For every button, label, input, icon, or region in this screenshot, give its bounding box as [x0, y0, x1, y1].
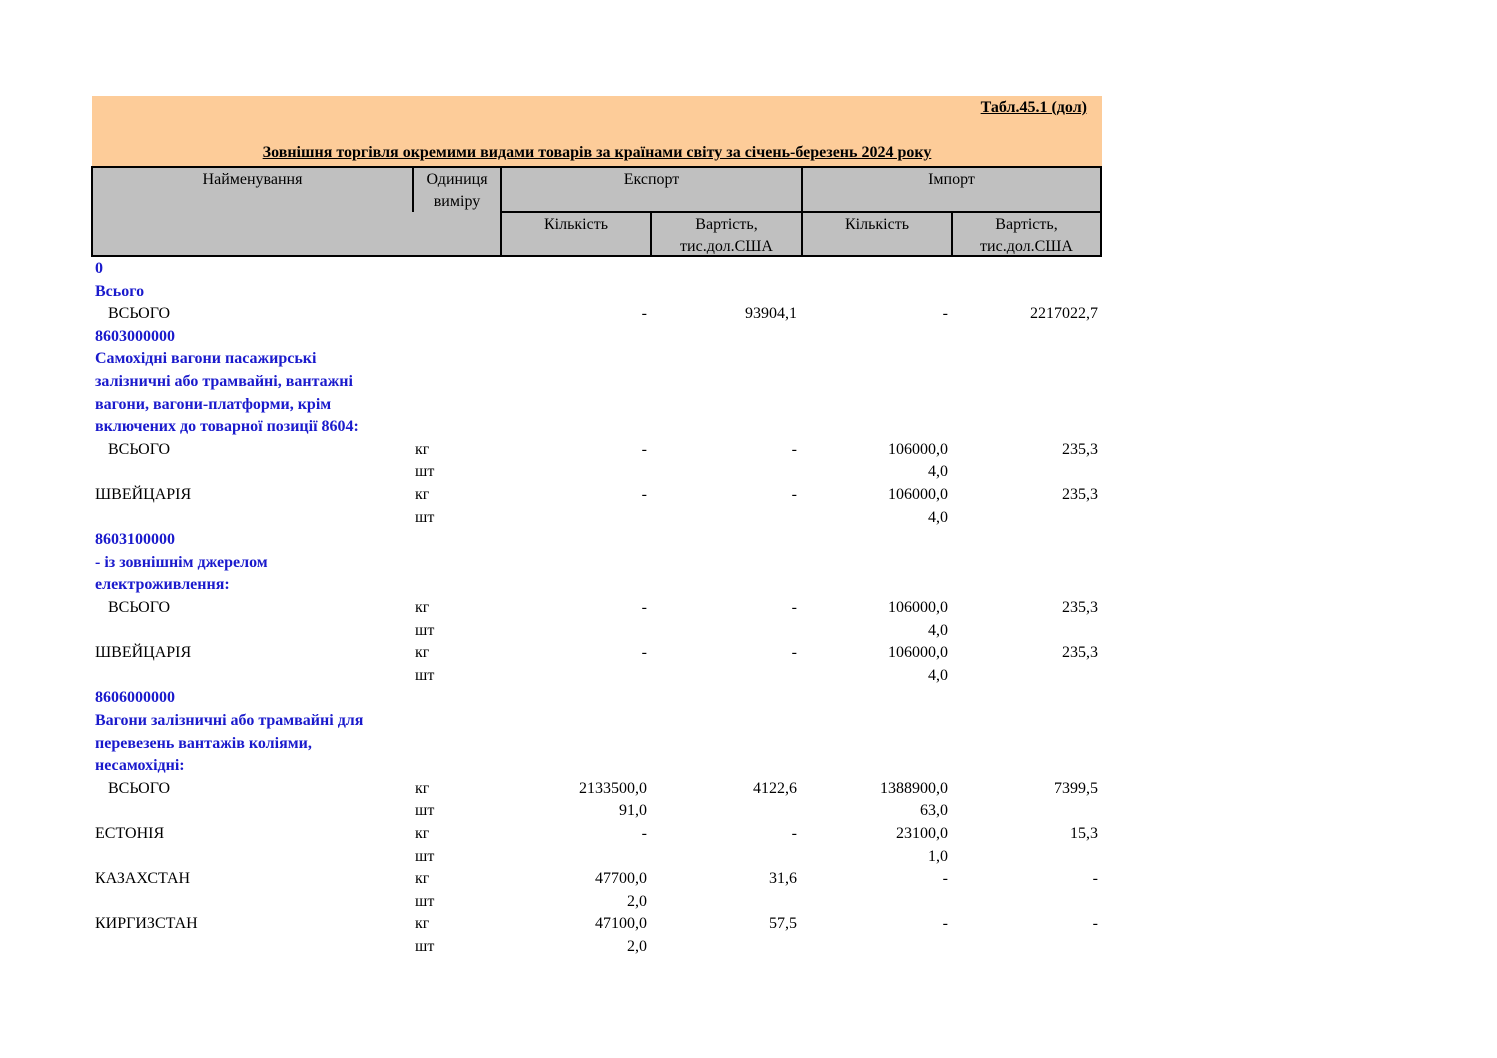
import-qty: 1,0: [928, 847, 948, 865]
section-row: [0, 258, 1100, 280]
export-qty: 91,0: [619, 802, 647, 820]
header-import-value: [953, 214, 1100, 258]
row-unit: кг: [415, 870, 430, 888]
data-row: [0, 846, 1100, 868]
header-value-line1: Вартість,: [995, 216, 1058, 233]
export-value: -: [791, 825, 797, 842]
row-unit: шт: [415, 938, 435, 955]
section-text: Вагони залізничні або трамвайні для: [95, 712, 364, 729]
import-value: 7399,5: [1054, 779, 1098, 797]
row-unit: шт: [415, 621, 435, 639]
export-value: 93904,1: [745, 305, 797, 323]
row-unit: шт: [415, 463, 435, 481]
export-value: -: [791, 599, 797, 616]
row-unit: кг: [415, 825, 430, 842]
header-name: Найменування: [202, 171, 303, 188]
section-row: [0, 326, 1100, 348]
data-row: [0, 507, 1100, 529]
header-import: Імпорт: [928, 171, 975, 188]
import-value: -: [1092, 915, 1098, 933]
row-name: КАЗАХСТАН: [95, 870, 191, 888]
header-value-line2: тис.дол.США: [980, 238, 1073, 255]
section-text: вагони, вагони-платформи, крім: [95, 395, 332, 413]
row-unit: шт: [415, 847, 435, 865]
section-row: [0, 733, 1100, 755]
row-unit: кг: [415, 599, 430, 616]
divider: [500, 211, 1100, 213]
row-name: ШВЕЙЦАРІЯ: [95, 644, 192, 662]
import-qty: -: [942, 305, 948, 323]
import-value: 235,3: [1062, 440, 1098, 458]
export-qty: -: [641, 305, 647, 323]
export-qty: 2,0: [627, 892, 647, 910]
row-unit: шт: [415, 892, 435, 910]
import-qty: 106000,0: [888, 486, 948, 503]
data-row: [0, 823, 1100, 845]
import-value: 235,3: [1062, 486, 1098, 503]
export-qty: -: [641, 599, 647, 616]
section-row: [0, 394, 1100, 416]
section-text: несамохідні:: [95, 757, 185, 775]
row-name: КИРГИЗСТАН: [95, 915, 198, 933]
export-value: 4122,6: [753, 779, 797, 797]
import-qty: 106000,0: [888, 644, 948, 662]
section-row: [0, 529, 1100, 551]
export-value: -: [791, 440, 797, 458]
header-value-line2: тис.дол.США: [680, 238, 773, 255]
header-export: Експорт: [623, 171, 680, 188]
header-unit-line2: виміру: [433, 193, 481, 210]
row-unit: кг: [415, 644, 430, 662]
data-row: [0, 461, 1100, 483]
import-value: 2217022,7: [1030, 305, 1098, 323]
section-text: перевезень вантажів коліями,: [95, 734, 312, 752]
data-row: [0, 665, 1100, 687]
title-band: [92, 96, 1102, 167]
section-text: 8606000000: [95, 689, 175, 707]
export-value: 31,6: [769, 870, 797, 888]
section-text: - із зовнішнім джерелом: [95, 553, 268, 571]
section-text: електроживлення:: [95, 576, 230, 594]
export-qty: 2133500,0: [579, 779, 647, 797]
export-qty: 2,0: [627, 938, 647, 955]
data-row: [0, 303, 1100, 325]
data-row: [0, 778, 1100, 800]
section-text: 0: [95, 260, 103, 277]
table-id: Табл.45.1 (дол): [980, 99, 1087, 116]
import-qty: 63,0: [920, 802, 948, 820]
header-export-value: [652, 214, 801, 258]
section-row: [0, 281, 1100, 303]
import-qty: 106000,0: [888, 440, 948, 458]
data-row: [0, 800, 1100, 822]
import-qty: 4,0: [928, 463, 948, 481]
row-name: ВСЬОГО: [108, 440, 171, 458]
export-qty: 47700,0: [595, 870, 647, 888]
data-row: [0, 484, 1100, 506]
row-unit: кг: [415, 915, 430, 933]
row-unit: кг: [415, 440, 430, 458]
section-row: [0, 348, 1100, 370]
data-row: [0, 868, 1100, 890]
import-qty: 23100,0: [896, 825, 948, 842]
header-unit: [414, 169, 500, 213]
export-qty: -: [641, 825, 647, 842]
import-qty: 4,0: [928, 666, 948, 684]
import-qty: -: [942, 870, 948, 888]
section-row: [0, 687, 1100, 709]
export-qty: -: [641, 486, 647, 503]
table-header: [91, 166, 1102, 257]
import-qty: 106000,0: [888, 599, 948, 616]
import-qty: 4,0: [928, 621, 948, 639]
row-name: ВСЬОГО: [108, 779, 171, 797]
export-qty: -: [641, 644, 647, 662]
import-qty: 4,0: [928, 508, 948, 526]
section-row: [0, 371, 1100, 393]
row-unit: кг: [415, 486, 430, 503]
import-value: 235,3: [1062, 644, 1098, 662]
section-text: залізничні або трамвайні, вантажні: [95, 373, 353, 390]
row-name: ШВЕЙЦАРІЯ: [95, 486, 192, 503]
header-unit-line1: Одиниця: [426, 171, 488, 188]
row-unit: шт: [415, 508, 435, 526]
section-row: [0, 416, 1100, 438]
header-import-qty: Кількість: [844, 216, 909, 233]
header-value-line1: Вартість,: [695, 216, 758, 233]
data-row: [0, 439, 1100, 461]
row-name: ВСЬОГО: [108, 305, 171, 323]
data-row: [0, 597, 1100, 619]
export-value: -: [791, 644, 797, 662]
section-row: [0, 552, 1100, 574]
section-text: 8603100000: [95, 531, 175, 549]
row-name: ЕСТОНІЯ: [95, 825, 165, 842]
header-export-qty: Кількість: [543, 216, 608, 233]
document-title: Зовнішня торгівля окремими видами товарів за країнами світу за січень-березень 2024 року: [262, 144, 932, 161]
export-value: -: [791, 486, 797, 503]
data-row: [0, 913, 1100, 935]
export-qty: -: [641, 440, 647, 458]
data-row: [0, 642, 1100, 664]
import-qty: -: [942, 915, 948, 933]
export-value: 57,5: [769, 915, 797, 933]
section-row: [0, 574, 1100, 596]
section-text: Самохідні вагони пасажирські: [95, 350, 317, 368]
import-qty: 1388900,0: [880, 779, 948, 797]
row-unit: шт: [415, 666, 435, 684]
section-text: Всього: [95, 282, 145, 300]
import-value: 15,3: [1070, 825, 1098, 842]
import-value: 235,3: [1062, 599, 1098, 616]
section-row: [0, 710, 1100, 732]
data-row: [0, 891, 1100, 913]
row-name: ВСЬОГО: [108, 599, 171, 616]
import-value: -: [1092, 870, 1098, 888]
row-unit: кг: [415, 779, 430, 797]
section-text: включених до товарної позиції 8604:: [95, 418, 359, 436]
section-text: 8603000000: [95, 327, 175, 345]
data-row: [0, 620, 1100, 642]
row-unit: шт: [415, 802, 435, 820]
export-qty: 47100,0: [595, 915, 647, 933]
section-row: [0, 755, 1100, 777]
data-row: [0, 936, 1100, 958]
